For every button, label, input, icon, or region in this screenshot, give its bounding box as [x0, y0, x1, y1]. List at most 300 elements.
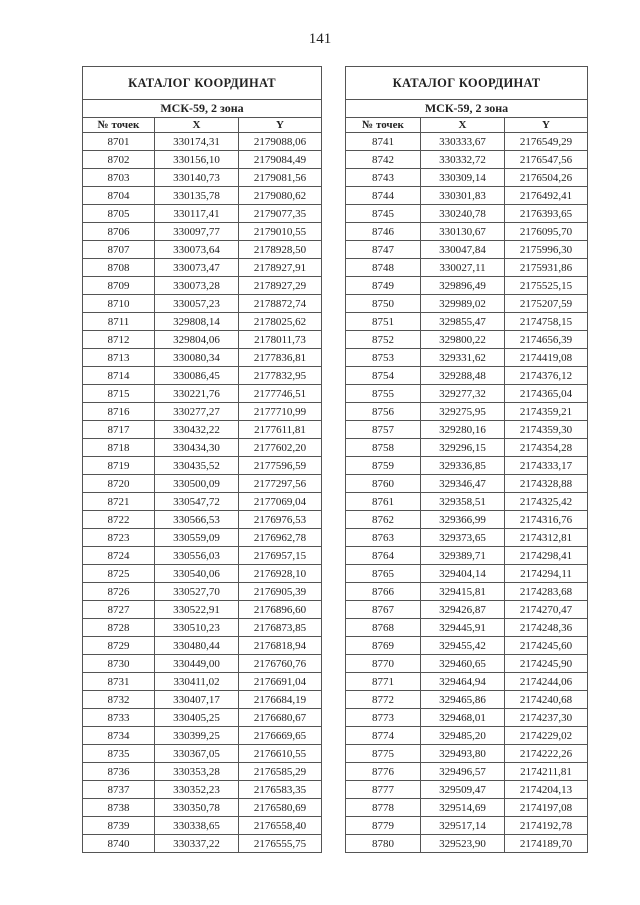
point-number-cell: 8763 [346, 529, 421, 547]
table-row [346, 565, 588, 583]
table-row [346, 223, 588, 241]
point-number-cell: 8780 [346, 835, 421, 853]
x-coordinate-cell: 329426,87 [421, 601, 505, 619]
y-coordinate-cell: 2177746,51 [239, 385, 322, 403]
table-row [346, 457, 588, 475]
y-coordinate-cell: 2176504,26 [505, 169, 588, 187]
table-row [346, 511, 588, 529]
point-number-cell: 8749 [346, 277, 421, 295]
table-body [83, 133, 322, 853]
y-coordinate-cell: 2176896,60 [239, 601, 322, 619]
catalog-title: КАТАЛОГ КООРДИНАТ [83, 67, 322, 100]
x-coordinate-cell: 329331,62 [421, 349, 505, 367]
table-row [346, 619, 588, 637]
table-row [346, 205, 588, 223]
table-row [83, 511, 322, 529]
point-number-cell: 8720 [83, 475, 155, 493]
y-coordinate-cell: 2174312,81 [505, 529, 588, 547]
x-coordinate-cell: 330240,78 [421, 205, 505, 223]
y-coordinate-cell: 2174359,21 [505, 403, 588, 421]
point-number-cell: 8771 [346, 673, 421, 691]
table-row [346, 151, 588, 169]
y-coordinate-cell: 2178025,62 [239, 313, 322, 331]
table-row [83, 169, 322, 187]
table-row [83, 637, 322, 655]
x-coordinate-cell: 330073,64 [155, 241, 239, 259]
x-coordinate-cell: 330333,67 [421, 133, 505, 151]
x-coordinate-cell: 330434,30 [155, 439, 239, 457]
y-coordinate-cell: 2176583,35 [239, 781, 322, 799]
y-coordinate-cell: 2176669,65 [239, 727, 322, 745]
table-row [346, 781, 588, 799]
table-row [346, 547, 588, 565]
point-number-cell: 8754 [346, 367, 421, 385]
table-row [346, 187, 588, 205]
x-coordinate-cell: 329514,69 [421, 799, 505, 817]
point-number-cell: 8745 [346, 205, 421, 223]
x-coordinate-cell: 330073,47 [155, 259, 239, 277]
y-coordinate-cell: 2177611,81 [239, 421, 322, 439]
x-coordinate-cell: 330559,09 [155, 529, 239, 547]
x-coordinate-cell: 329455,42 [421, 637, 505, 655]
point-number-cell: 8714 [83, 367, 155, 385]
point-number-cell: 8707 [83, 241, 155, 259]
y-coordinate-cell: 2177832,95 [239, 367, 322, 385]
y-coordinate-cell: 2178927,29 [239, 277, 322, 295]
point-number-cell: 8701 [83, 133, 155, 151]
table-row [83, 151, 322, 169]
y-coordinate-cell: 2174197,08 [505, 799, 588, 817]
point-number-cell: 8704 [83, 187, 155, 205]
y-coordinate-cell: 2176691,04 [239, 673, 322, 691]
x-coordinate-cell: 329280,16 [421, 421, 505, 439]
y-coordinate-cell: 2176095,70 [505, 223, 588, 241]
x-coordinate-cell: 330047,84 [421, 241, 505, 259]
x-coordinate-cell: 329800,22 [421, 331, 505, 349]
column-header-y: Y [505, 118, 588, 133]
table-row [83, 817, 322, 835]
x-coordinate-cell: 330500,09 [155, 475, 239, 493]
x-coordinate-cell: 330540,06 [155, 565, 239, 583]
x-coordinate-cell: 329389,71 [421, 547, 505, 565]
x-coordinate-cell: 330135,78 [155, 187, 239, 205]
table-row [83, 421, 322, 439]
x-coordinate-cell: 329296,15 [421, 439, 505, 457]
table-row [346, 385, 588, 403]
y-coordinate-cell: 2174222,26 [505, 745, 588, 763]
x-coordinate-cell: 330399,25 [155, 727, 239, 745]
x-coordinate-cell: 329460,65 [421, 655, 505, 673]
point-number-cell: 8774 [346, 727, 421, 745]
x-coordinate-cell: 330352,23 [155, 781, 239, 799]
y-coordinate-cell: 2176962,78 [239, 529, 322, 547]
point-number-cell: 8722 [83, 511, 155, 529]
point-number-cell: 8743 [346, 169, 421, 187]
point-number-cell: 8746 [346, 223, 421, 241]
x-coordinate-cell: 329464,94 [421, 673, 505, 691]
y-coordinate-cell: 2174365,04 [505, 385, 588, 403]
point-number-cell: 8715 [83, 385, 155, 403]
x-coordinate-cell: 329509,47 [421, 781, 505, 799]
y-coordinate-cell: 2174245,90 [505, 655, 588, 673]
point-number-cell: 8705 [83, 205, 155, 223]
table-row [83, 367, 322, 385]
y-coordinate-cell: 2174244,06 [505, 673, 588, 691]
y-coordinate-cell: 2174325,42 [505, 493, 588, 511]
table-row [83, 799, 322, 817]
x-coordinate-cell: 330405,25 [155, 709, 239, 727]
table-row [346, 493, 588, 511]
y-coordinate-cell: 2179077,35 [239, 205, 322, 223]
x-coordinate-cell: 329415,81 [421, 583, 505, 601]
point-number-cell: 8775 [346, 745, 421, 763]
point-number-cell: 8724 [83, 547, 155, 565]
x-coordinate-cell: 330080,34 [155, 349, 239, 367]
point-number-cell: 8779 [346, 817, 421, 835]
y-coordinate-cell: 2174237,30 [505, 709, 588, 727]
y-coordinate-cell: 2176818,94 [239, 637, 322, 655]
y-coordinate-cell: 2175996,30 [505, 241, 588, 259]
x-coordinate-cell: 329804,06 [155, 331, 239, 349]
y-coordinate-cell: 2176492,41 [505, 187, 588, 205]
catalog-zone: МСК-59, 2 зона [83, 100, 322, 118]
x-coordinate-cell: 330277,27 [155, 403, 239, 421]
x-coordinate-cell: 330510,23 [155, 619, 239, 637]
y-coordinate-cell: 2174316,76 [505, 511, 588, 529]
x-coordinate-cell: 330432,22 [155, 421, 239, 439]
table-row [346, 637, 588, 655]
point-number-cell: 8747 [346, 241, 421, 259]
x-coordinate-cell: 330130,67 [421, 223, 505, 241]
column-header-point: № точек [346, 118, 421, 133]
x-coordinate-cell: 330337,22 [155, 835, 239, 853]
x-coordinate-cell: 330117,41 [155, 205, 239, 223]
x-coordinate-cell: 330350,78 [155, 799, 239, 817]
y-coordinate-cell: 2175207,59 [505, 295, 588, 313]
x-coordinate-cell: 329358,51 [421, 493, 505, 511]
y-coordinate-cell: 2174328,88 [505, 475, 588, 493]
point-number-cell: 8759 [346, 457, 421, 475]
table-row [83, 277, 322, 295]
y-coordinate-cell: 2174240,68 [505, 691, 588, 709]
x-coordinate-cell: 330057,23 [155, 295, 239, 313]
table-row [83, 475, 322, 493]
table-row [83, 619, 322, 637]
y-coordinate-cell: 2176928,10 [239, 565, 322, 583]
point-number-cell: 8730 [83, 655, 155, 673]
table-row [346, 799, 588, 817]
point-number-cell: 8752 [346, 331, 421, 349]
point-number-cell: 8778 [346, 799, 421, 817]
x-coordinate-cell: 329468,01 [421, 709, 505, 727]
table-row [346, 583, 588, 601]
point-number-cell: 8748 [346, 259, 421, 277]
y-coordinate-cell: 2176610,55 [239, 745, 322, 763]
point-number-cell: 8753 [346, 349, 421, 367]
table-row [346, 709, 588, 727]
point-number-cell: 8702 [83, 151, 155, 169]
table-row [346, 745, 588, 763]
point-number-cell: 8729 [83, 637, 155, 655]
x-coordinate-cell: 330547,72 [155, 493, 239, 511]
point-number-cell: 8764 [346, 547, 421, 565]
y-coordinate-cell: 2175525,15 [505, 277, 588, 295]
point-number-cell: 8738 [83, 799, 155, 817]
x-coordinate-cell: 330086,45 [155, 367, 239, 385]
y-coordinate-cell: 2174204,13 [505, 781, 588, 799]
point-number-cell: 8732 [83, 691, 155, 709]
point-number-cell: 8750 [346, 295, 421, 313]
x-coordinate-cell: 329485,20 [421, 727, 505, 745]
x-coordinate-cell: 329517,14 [421, 817, 505, 835]
page-number: 141 [308, 31, 332, 47]
x-coordinate-cell: 330407,17 [155, 691, 239, 709]
point-number-cell: 8713 [83, 349, 155, 367]
table-row [83, 835, 322, 853]
table-row [346, 421, 588, 439]
x-coordinate-cell: 329346,47 [421, 475, 505, 493]
point-number-cell: 8758 [346, 439, 421, 457]
y-coordinate-cell: 2174359,30 [505, 421, 588, 439]
catalog-title: КАТАЛОГ КООРДИНАТ [346, 67, 588, 100]
table-row [83, 295, 322, 313]
table-row [83, 781, 322, 799]
x-coordinate-cell: 330140,73 [155, 169, 239, 187]
table-row [83, 313, 322, 331]
table-row [346, 403, 588, 421]
x-coordinate-cell: 330367,05 [155, 745, 239, 763]
table-row [83, 331, 322, 349]
table-row [346, 331, 588, 349]
table-row [83, 673, 322, 691]
column-header-x: X [155, 118, 239, 133]
y-coordinate-cell: 2174758,15 [505, 313, 588, 331]
point-number-cell: 8762 [346, 511, 421, 529]
point-number-cell: 8757 [346, 421, 421, 439]
y-coordinate-cell: 2178928,50 [239, 241, 322, 259]
point-number-cell: 8733 [83, 709, 155, 727]
x-coordinate-cell: 329523,90 [421, 835, 505, 853]
point-number-cell: 8727 [83, 601, 155, 619]
x-coordinate-cell: 329465,86 [421, 691, 505, 709]
point-number-cell: 8721 [83, 493, 155, 511]
table-row [346, 673, 588, 691]
point-number-cell: 8736 [83, 763, 155, 781]
x-coordinate-cell: 329808,14 [155, 313, 239, 331]
point-number-cell: 8768 [346, 619, 421, 637]
y-coordinate-cell: 2177596,59 [239, 457, 322, 475]
x-coordinate-cell: 329336,85 [421, 457, 505, 475]
table-row [346, 295, 588, 313]
y-coordinate-cell: 2178872,74 [239, 295, 322, 313]
y-coordinate-cell: 2174294,11 [505, 565, 588, 583]
table-row [83, 205, 322, 223]
x-coordinate-cell: 329496,57 [421, 763, 505, 781]
table-row [346, 313, 588, 331]
table-body [346, 133, 588, 853]
x-coordinate-cell: 329277,32 [421, 385, 505, 403]
point-number-cell: 8769 [346, 637, 421, 655]
point-number-cell: 8741 [346, 133, 421, 151]
x-coordinate-cell: 330338,65 [155, 817, 239, 835]
x-coordinate-cell: 330480,44 [155, 637, 239, 655]
point-number-cell: 8777 [346, 781, 421, 799]
y-coordinate-cell: 2174270,47 [505, 601, 588, 619]
table-row [346, 349, 588, 367]
point-number-cell: 8719 [83, 457, 155, 475]
y-coordinate-cell: 2177069,04 [239, 493, 322, 511]
x-coordinate-cell: 329404,14 [421, 565, 505, 583]
point-number-cell: 8717 [83, 421, 155, 439]
column-header-point: № точек [83, 118, 155, 133]
x-coordinate-cell: 329445,91 [421, 619, 505, 637]
table-row [83, 727, 322, 745]
point-number-cell: 8744 [346, 187, 421, 205]
y-coordinate-cell: 2174245,60 [505, 637, 588, 655]
table-row [346, 133, 588, 151]
point-number-cell: 8726 [83, 583, 155, 601]
table-row [346, 601, 588, 619]
x-coordinate-cell: 330097,77 [155, 223, 239, 241]
x-coordinate-cell: 330527,70 [155, 583, 239, 601]
table-row [346, 169, 588, 187]
x-coordinate-cell: 330435,52 [155, 457, 239, 475]
point-number-cell: 8734 [83, 727, 155, 745]
y-coordinate-cell: 2174229,02 [505, 727, 588, 745]
table-row [83, 763, 322, 781]
point-number-cell: 8737 [83, 781, 155, 799]
y-coordinate-cell: 2174333,17 [505, 457, 588, 475]
y-coordinate-cell: 2176680,67 [239, 709, 322, 727]
point-number-cell: 8765 [346, 565, 421, 583]
x-coordinate-cell: 329989,02 [421, 295, 505, 313]
table-row [346, 439, 588, 457]
x-coordinate-cell: 330411,02 [155, 673, 239, 691]
y-coordinate-cell: 2176555,75 [239, 835, 322, 853]
table-row [83, 385, 322, 403]
table-row [346, 691, 588, 709]
point-number-cell: 8725 [83, 565, 155, 583]
x-coordinate-cell: 330566,53 [155, 511, 239, 529]
table-row [346, 367, 588, 385]
x-coordinate-cell: 330309,14 [421, 169, 505, 187]
x-coordinate-cell: 330522,91 [155, 601, 239, 619]
y-coordinate-cell: 2174298,41 [505, 547, 588, 565]
point-number-cell: 8742 [346, 151, 421, 169]
x-coordinate-cell: 329855,47 [421, 313, 505, 331]
x-coordinate-cell: 329373,65 [421, 529, 505, 547]
column-header-y: Y [239, 118, 322, 133]
point-number-cell: 8773 [346, 709, 421, 727]
y-coordinate-cell: 2174192,78 [505, 817, 588, 835]
table-row [83, 439, 322, 457]
y-coordinate-cell: 2174656,39 [505, 331, 588, 349]
table-row [83, 565, 322, 583]
point-number-cell: 8766 [346, 583, 421, 601]
point-number-cell: 8739 [83, 817, 155, 835]
point-number-cell: 8728 [83, 619, 155, 637]
y-coordinate-cell: 2176558,40 [239, 817, 322, 835]
y-coordinate-cell: 2178011,73 [239, 331, 322, 349]
x-coordinate-cell: 329366,99 [421, 511, 505, 529]
y-coordinate-cell: 2179080,62 [239, 187, 322, 205]
table-row [83, 133, 322, 151]
table-row [83, 457, 322, 475]
y-coordinate-cell: 2176547,56 [505, 151, 588, 169]
point-number-cell: 8710 [83, 295, 155, 313]
point-number-cell: 8735 [83, 745, 155, 763]
x-coordinate-cell: 330073,28 [155, 277, 239, 295]
y-coordinate-cell: 2179084,49 [239, 151, 322, 169]
x-coordinate-cell: 330301,83 [421, 187, 505, 205]
table-row [83, 349, 322, 367]
y-coordinate-cell: 2178927,91 [239, 259, 322, 277]
table-row [83, 691, 322, 709]
table-row [83, 601, 322, 619]
table-row [346, 259, 588, 277]
point-number-cell: 8751 [346, 313, 421, 331]
table-row [83, 241, 322, 259]
point-number-cell: 8776 [346, 763, 421, 781]
point-number-cell: 8708 [83, 259, 155, 277]
x-coordinate-cell: 330221,76 [155, 385, 239, 403]
coordinate-catalog-table-right [345, 66, 588, 853]
y-coordinate-cell: 2175931,86 [505, 259, 588, 277]
point-number-cell: 8755 [346, 385, 421, 403]
catalog-zone: МСК-59, 2 зона [346, 100, 588, 118]
y-coordinate-cell: 2176585,29 [239, 763, 322, 781]
y-coordinate-cell: 2176549,29 [505, 133, 588, 151]
point-number-cell: 8760 [346, 475, 421, 493]
x-coordinate-cell: 330332,72 [421, 151, 505, 169]
table-row [83, 259, 322, 277]
table-row [346, 529, 588, 547]
y-coordinate-cell: 2176580,69 [239, 799, 322, 817]
point-number-cell: 8761 [346, 493, 421, 511]
y-coordinate-cell: 2174248,36 [505, 619, 588, 637]
y-coordinate-cell: 2177602,20 [239, 439, 322, 457]
x-coordinate-cell: 330353,28 [155, 763, 239, 781]
y-coordinate-cell: 2176760,76 [239, 655, 322, 673]
column-header-x: X [421, 118, 505, 133]
table-row [83, 745, 322, 763]
table-row [83, 223, 322, 241]
point-number-cell: 8740 [83, 835, 155, 853]
point-number-cell: 8723 [83, 529, 155, 547]
point-number-cell: 8712 [83, 331, 155, 349]
point-number-cell: 8731 [83, 673, 155, 691]
table-row [83, 529, 322, 547]
point-number-cell: 8718 [83, 439, 155, 457]
table-row [346, 727, 588, 745]
y-coordinate-cell: 2176905,39 [239, 583, 322, 601]
point-number-cell: 8770 [346, 655, 421, 673]
y-coordinate-cell: 2176393,65 [505, 205, 588, 223]
y-coordinate-cell: 2174189,70 [505, 835, 588, 853]
point-number-cell: 8711 [83, 313, 155, 331]
y-coordinate-cell: 2174211,81 [505, 763, 588, 781]
y-coordinate-cell: 2176976,53 [239, 511, 322, 529]
table-row [83, 547, 322, 565]
point-number-cell: 8756 [346, 403, 421, 421]
y-coordinate-cell: 2177710,99 [239, 403, 322, 421]
y-coordinate-cell: 2177836,81 [239, 349, 322, 367]
point-number-cell: 8709 [83, 277, 155, 295]
table-row [83, 583, 322, 601]
y-coordinate-cell: 2179088,06 [239, 133, 322, 151]
x-coordinate-cell: 330174,31 [155, 133, 239, 151]
y-coordinate-cell: 2176873,85 [239, 619, 322, 637]
